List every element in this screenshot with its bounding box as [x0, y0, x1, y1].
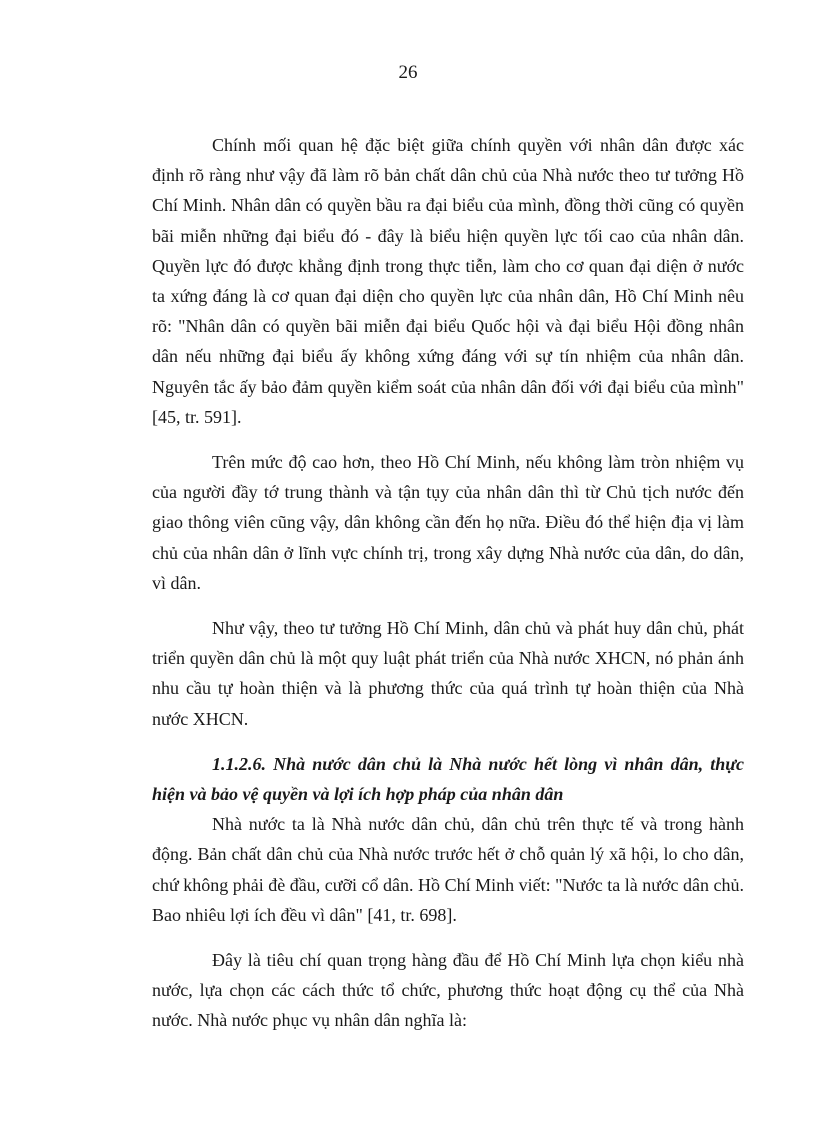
paragraph-4: Nhà nước ta là Nhà nước dân chủ, dân chủ trên thực tế và trong hành động. Bản chất dân chủ của Nhà nước trước hết ở chỗ quản lý xã hội, lo cho dân, chứ không phải đè đầu, cưỡi cổ dân. Hồ Chí Minh viết: "Nước ta là nước dân chủ. Bao nhiêu lợi ích đều vì dân" [41, tr. 698]. [152, 814, 744, 925]
paragraph-2: Trên mức độ cao hơn, theo Hồ Chí Minh, nếu không làm tròn nhiệm vụ của người đầy tớ trung thành và tận tụy của nhân dân thì từ Chủ tịch nước đến giao thông viên cũng vậy, dân không cần đến họ nữa. Điều đó thể hiện địa vị làm chủ của nhân dân ở lĩnh vực chính trị, trong xây dựng Nhà nước của dân, do dân, vì dân. [152, 452, 744, 593]
paragraph-1: Chính mối quan hệ đặc biệt giữa chính quyền với nhân dân được xác định rõ ràng như vậy đã làm rõ bản chất dân chủ của Nhà nước theo tư tưởng Hồ Chí Minh. Nhân dân có quyền bầu ra đại biểu của mình, đồng thời cũng có quyền bãi miễn những đại biểu đó - đây là biểu hiện quyền lực tối cao của nhân dân. Quyền lực đó được khẳng định trong thực tiễn, làm cho cơ quan đại diện ở nước ta xứng đáng là cơ quan đại diện cho quyền lực của nhân dân, Hồ Chí Minh nêu rõ: "Nhân dân có quyền bãi miễn đại biểu Quốc hội và đại biểu Hội đồng nhân dân nếu những đại biểu ấy không xứng đáng với sự tín nhiệm của nhân dân. Nguyên tắc ấy bảo đảm quyền kiểm soát của nhân dân đối với đại biểu của mình" [45, tr. 591]. [152, 135, 744, 427]
paragraph-3: Như vậy, theo tư tưởng Hồ Chí Minh, dân chủ và phát huy dân chủ, phát triển quyền dân chủ là một quy luật phát triển của Nhà nước XHCN, nó phản ánh nhu cầu tự hoàn thiện và là phương thức của quá trình tự hoàn thiện của Nhà nước XHCN. [152, 618, 744, 729]
paragraph-5: Đây là tiêu chí quan trọng hàng đầu để Hồ Chí Minh lựa chọn kiểu nhà nước, lựa chọn các cách thức tổ chức, phương thức hoạt động cụ thể của Nhà nước. Nhà nước phục vụ nhân dân nghĩa là: [152, 950, 744, 1031]
page-number: 26 [398, 62, 418, 83]
body-text [152, 130, 744, 1051]
section-heading: 1.1.2.6. Nhà nước dân chủ là Nhà nước hết lòng vì nhân dân, thực hiện và bảo vệ quyền và lợi ích hợp pháp của nhân dân [152, 753, 744, 805]
